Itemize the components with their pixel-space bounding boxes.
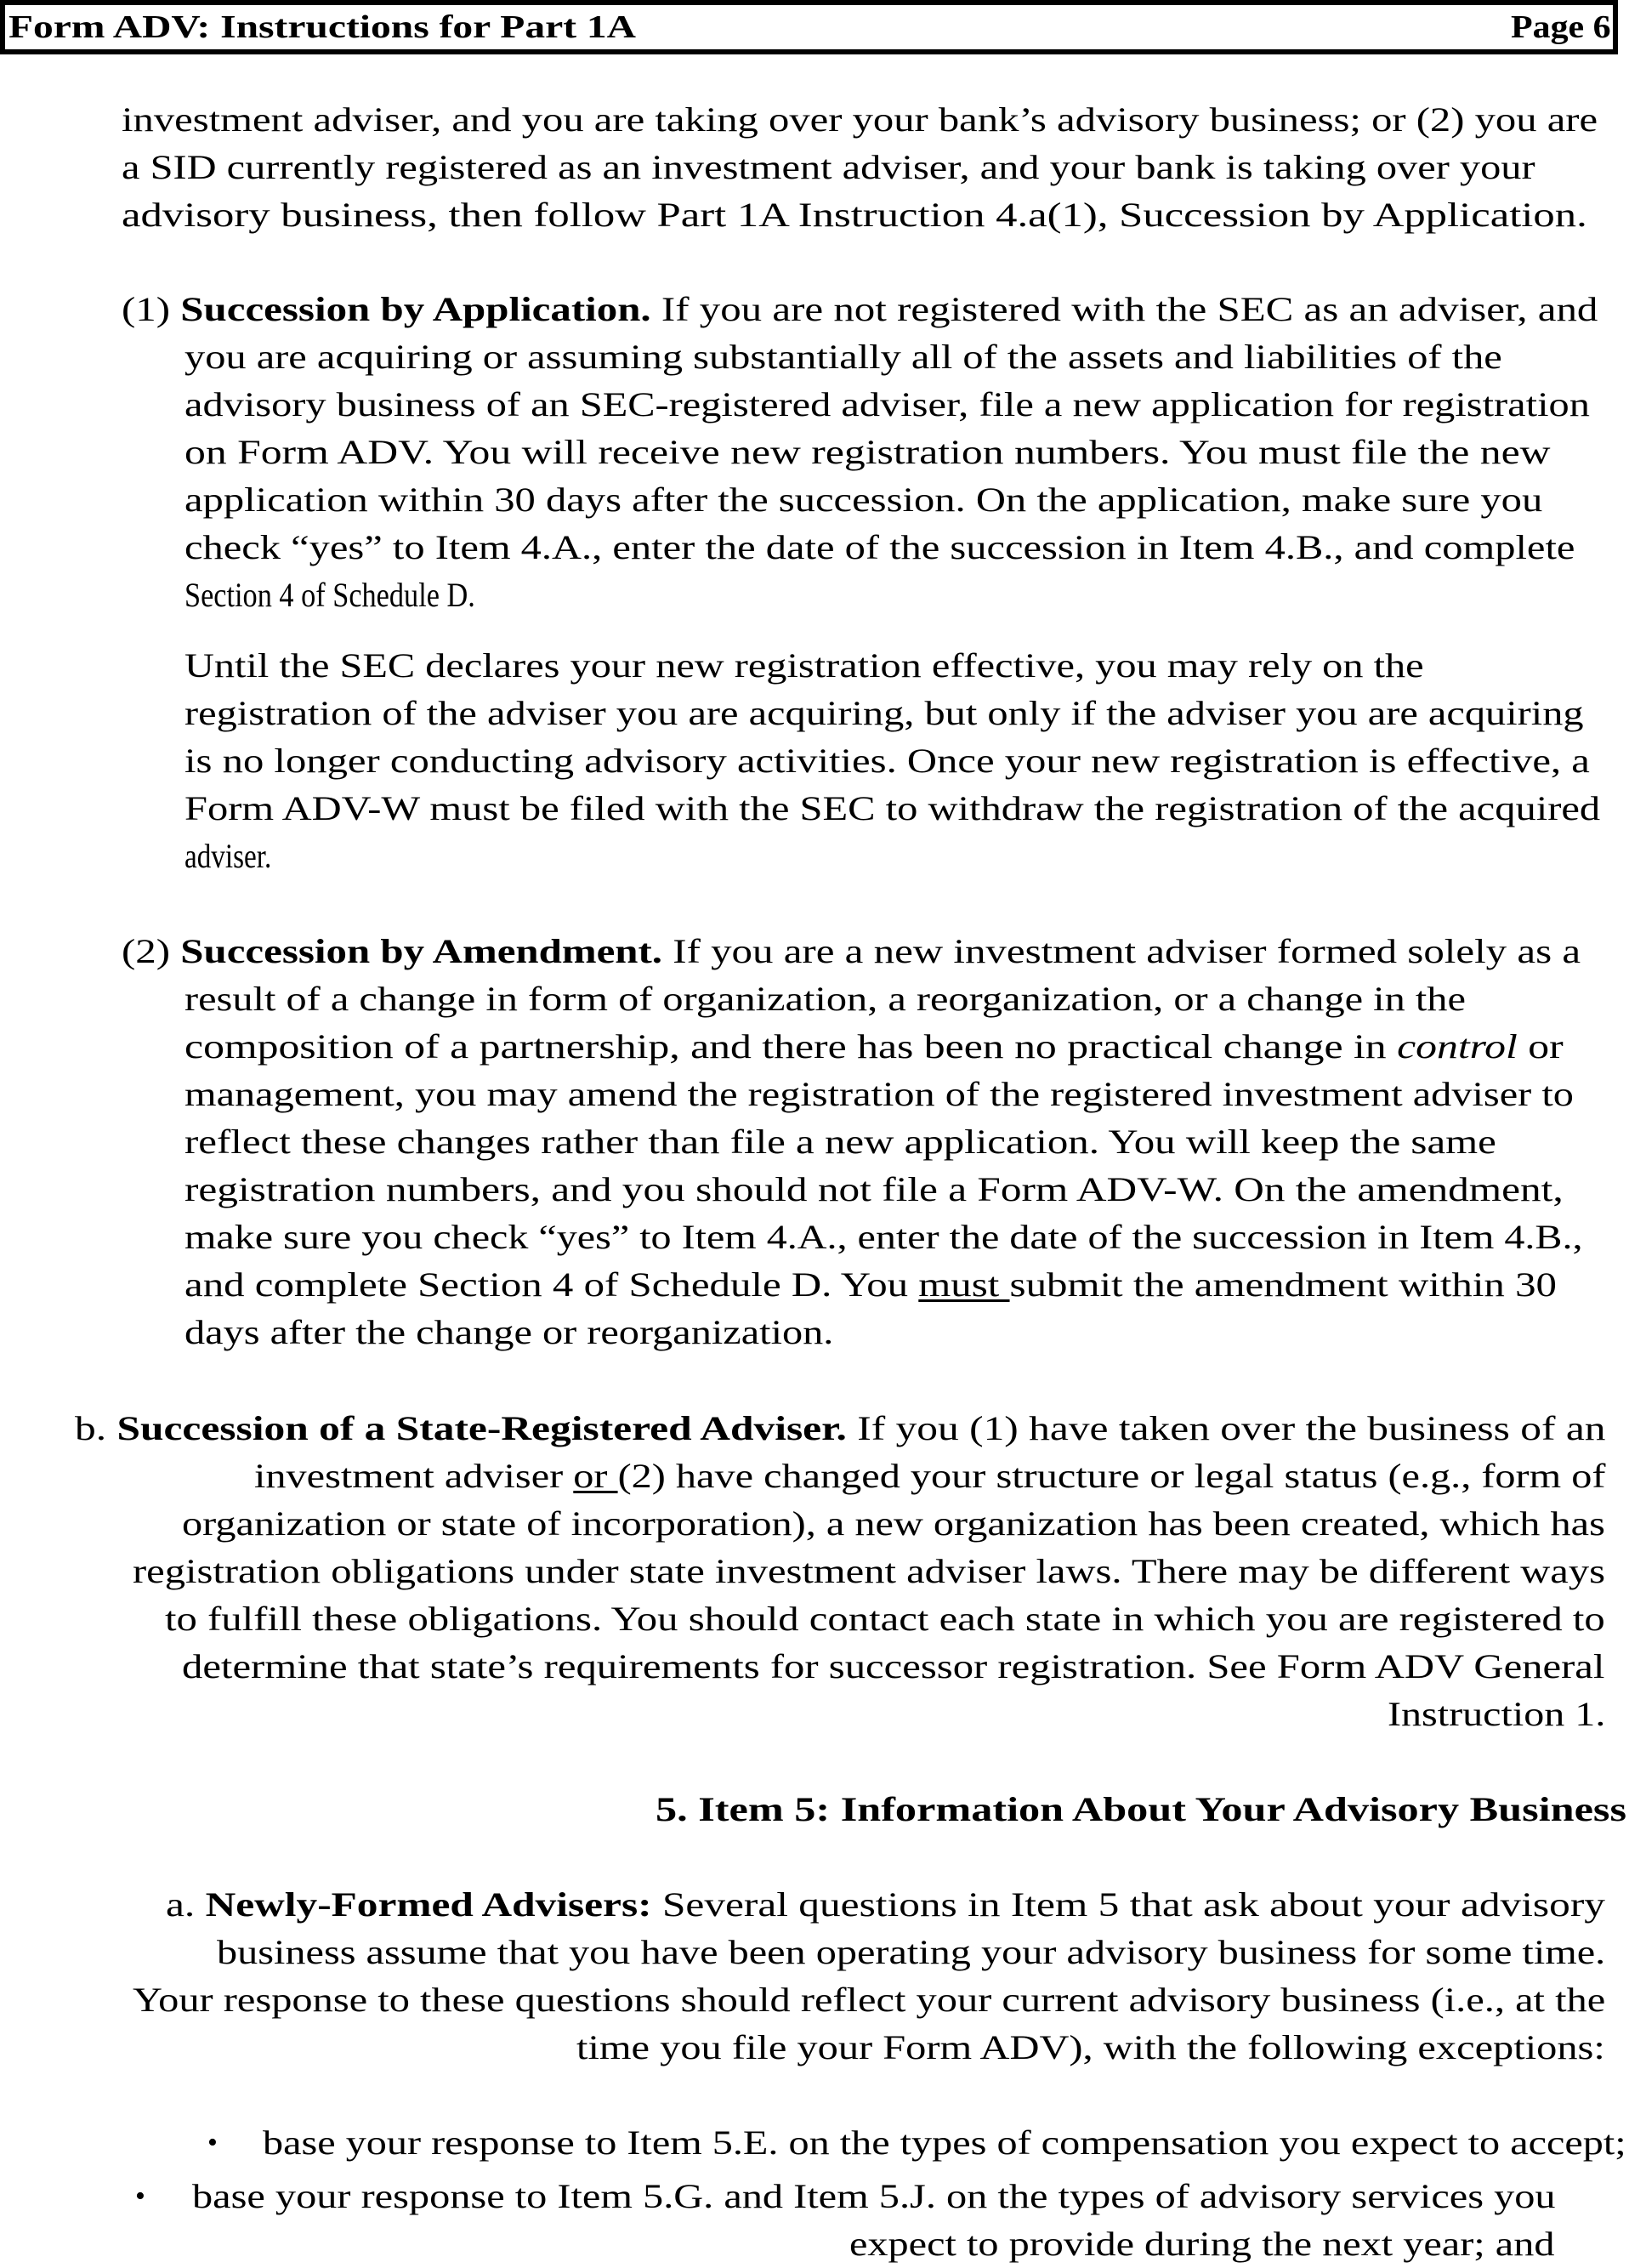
- text-line: registration numbers, and you should not file a Form ADV-W. On the amendment,: [184, 1170, 1564, 1208]
- text-line: time you file your Form ADV), with the following exceptions:: [576, 2028, 1605, 2066]
- text-line: a SID currently registered as an investment adviser, and your bank is taking over your: [122, 148, 1535, 186]
- section-b-heading-line: b. Succession of a State-Registered Adviser. If you (1) have taken over the business of an: [75, 1409, 1606, 1447]
- text-line: adviser.: [184, 837, 272, 875]
- text-line: organization or state of incorporation), a new organization has been created, which has: [182, 1504, 1605, 1543]
- subsection-heading-line: (1) Succession by Application. If you are not registered with the SEC as an adviser, and: [122, 290, 1598, 328]
- text-line: registration obligations under state investment adviser laws. There may be different ways: [133, 1552, 1606, 1590]
- text-line: result of a change in form of organization, a reorganization, or a change in the: [184, 980, 1466, 1018]
- text-line: Form ADV-W must be filed with the SEC to withdraw the registration of the acquired: [184, 789, 1601, 827]
- text-line: days after the change or reorganization.: [184, 1313, 834, 1351]
- text-line: management, you may amend the registration of the registered investment adviser to: [184, 1075, 1574, 1113]
- text-line: determine that state’s requirements for successor registration. See Form ADV General: [182, 1647, 1605, 1685]
- bullet-icon: •: [135, 2180, 145, 2212]
- section-5-heading: 5. Item 5: Information About Your Advisory Business: [656, 1790, 1627, 1828]
- text-line: Section 4 of Schedule D.: [184, 576, 475, 614]
- text-line: application within 30 days after the succession. On the application, make sure you: [184, 480, 1543, 519]
- subsection-title: Succession by Application.: [180, 290, 651, 328]
- subsection-a-heading-line: a. Newly-Formed Advisers: Several questions in Item 5 that ask about your advisory: [166, 1885, 1605, 1924]
- text-line: on Form ADV. You will receive new registration numbers. You must file the new: [184, 433, 1551, 471]
- section-b-title: Succession of a State-Registered Adviser.: [116, 1409, 847, 1447]
- text-line: you are acquiring or assuming substantially all of the assets and liabilities of the: [184, 338, 1502, 376]
- text-line: composition of a partnership, and there has been no practical change in control or: [184, 1027, 1564, 1066]
- text-line: is no longer conducting advisory activities. Once your new registration is effective, a: [184, 742, 1590, 780]
- text-line: Your response to these questions should reflect your current advisory business (i.e., at the: [133, 1981, 1606, 2019]
- text-line: investment adviser, and you are taking over your bank’s advisory business; or (2) you are: [122, 100, 1598, 139]
- text-line: make sure you check “yes” to Item 4.A., enter the date of the succession in Item 4.B.,: [184, 1218, 1583, 1256]
- page-number: Page 6: [1511, 9, 1611, 45]
- subsection-title: Succession by Amendment.: [180, 932, 663, 970]
- text-line: expect to provide during the next year; and: [849, 2225, 1555, 2263]
- text-line: Until the SEC declares your new registration effective, you may rely on the: [184, 646, 1424, 685]
- document-title: Form ADV: Instructions for Part 1A: [9, 9, 637, 45]
- text-line: Instruction 1.: [1388, 1695, 1606, 1733]
- list-item: base your response to Item 5.E. on the types of compensation you expect to accept;: [263, 2123, 1626, 2162]
- text-line: reflect these changes rather than file a new application. You will keep the same: [184, 1123, 1496, 1161]
- text-line: and complete Section 4 of Schedule D. You must submit the amendment within 30: [184, 1265, 1557, 1304]
- text-line: registration of the adviser you are acquiring, but only if the adviser you are acquiring: [184, 694, 1584, 732]
- text-line: advisory business of an SEC-registered adviser, file a new application for registration: [184, 385, 1590, 423]
- page-header: [0, 0, 1618, 54]
- subsection-heading-line: (2) Succession by Amendment. If you are a new investment adviser formed solely as a: [122, 932, 1581, 970]
- emphasis-must: must: [918, 1265, 1010, 1304]
- emphasis-control: control: [1397, 1027, 1518, 1066]
- emphasis-or: or: [573, 1457, 618, 1495]
- text-line: business assume that you have been operating your advisory business for some time.: [217, 1933, 1606, 1971]
- list-item: base your response to Item 5.G. and Item 5.J. on the types of advisory services you: [192, 2177, 1556, 2215]
- text-line: investment adviser or (2) have changed your structure or legal status (e.g., form of: [254, 1457, 1606, 1495]
- text-line: advisory business, then follow Part 1A Instruction 4.a(1), Succession by Application.: [122, 196, 1587, 234]
- text-line: to fulfill these obligations. You should contact each state in which you are registered to: [165, 1600, 1605, 1638]
- bullet-icon: •: [207, 2127, 218, 2158]
- subsection-a-title: Newly-Formed Advisers:: [205, 1885, 652, 1924]
- text-line: check “yes” to Item 4.A., enter the date of the succession in Item 4.B., and complete: [184, 528, 1575, 566]
